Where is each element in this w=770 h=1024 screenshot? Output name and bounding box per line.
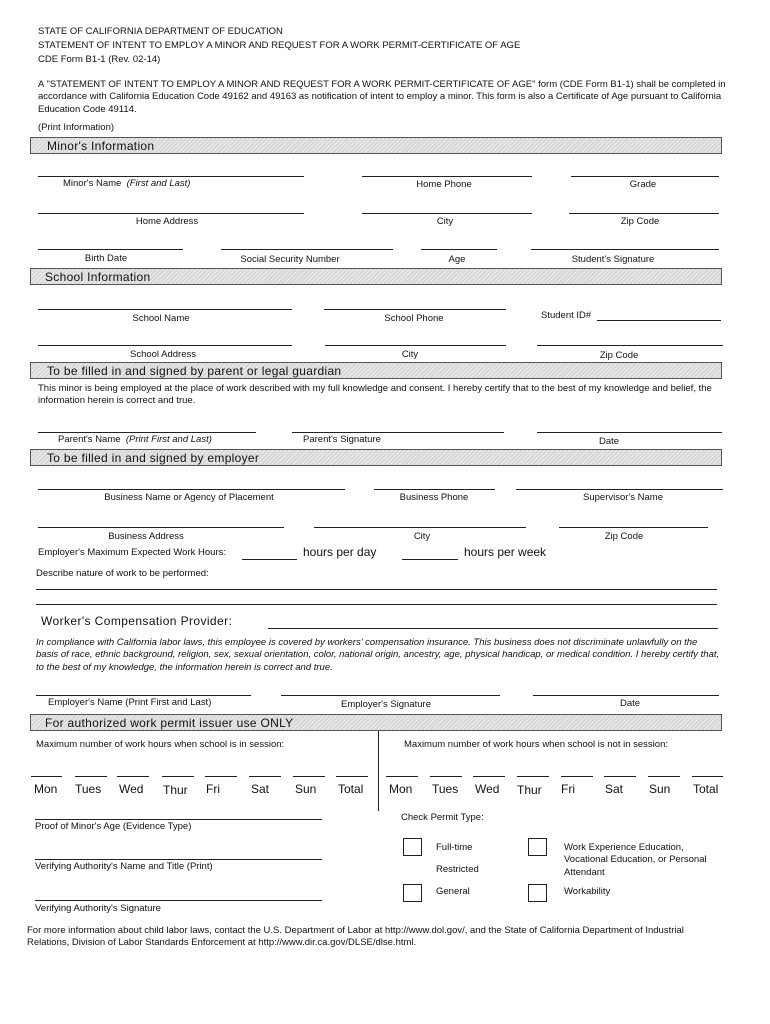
hours-per-day-field[interactable]: [242, 559, 297, 560]
age-field[interactable]: [421, 249, 497, 250]
workability-checkbox[interactable]: [528, 884, 547, 902]
in-session-sun-field[interactable]: [293, 776, 325, 777]
grade-label: Grade: [629, 179, 657, 190]
business-city-label: City: [413, 531, 431, 542]
work-description-line-2[interactable]: [36, 604, 717, 605]
workers-comp-provider-field[interactable]: [268, 628, 718, 629]
out-session-total-field[interactable]: [692, 776, 723, 777]
school-address-field[interactable]: [38, 345, 292, 346]
age-label: Age: [448, 254, 466, 265]
section-minor-info: [30, 137, 722, 154]
home-address-field[interactable]: [38, 213, 304, 214]
ssn-label: Social Security Number: [240, 254, 340, 265]
business-address-label: Business Address: [108, 531, 184, 542]
describe-work-label: Describe nature of work to be performed:: [36, 568, 209, 579]
business-name-label: Business Name or Agency of Placement: [104, 492, 274, 503]
home-phone-label: Home Phone: [416, 179, 472, 190]
parent-name-field[interactable]: [38, 432, 256, 433]
in-session-day-label: Wed: [119, 782, 144, 796]
school-name-field[interactable]: [38, 309, 292, 310]
form-number: CDE Form B1-1 (Rev. 02-14): [38, 54, 161, 65]
workability-label: Workability: [564, 886, 611, 897]
in-session-day-label: Sun: [295, 782, 317, 796]
issuer-divider: [378, 731, 379, 811]
business-zip-label: Zip Code: [604, 531, 644, 542]
city-field[interactable]: [362, 213, 532, 214]
workers-comp-statement: In compliance with California labor laws, this employee is covered by workers' compensation insurance. This business does not discriminate unlawfully on the basis of race, ethnic background, religion, sex, sexual orientation, color, national origin, ancestry, age, physical handicap, or medical condition. I hereby certify that, to the best of my knowledge, the information herein is correct and true.: [36, 637, 720, 673]
work-experience-checkbox[interactable]: [528, 838, 547, 856]
max-in-session-label: Maximum number of work hours when school is in session:: [36, 739, 285, 750]
parent-date-label: Date: [598, 436, 620, 447]
zip-field[interactable]: [569, 213, 719, 214]
school-phone-label: School Phone: [384, 313, 444, 324]
out-session-day-label: Tues: [432, 782, 459, 796]
out-session-mon-field[interactable]: [386, 776, 418, 777]
proof-of-age-label: Proof of Minor's Age (Evidence Type): [35, 821, 192, 832]
birth-date-field[interactable]: [38, 249, 183, 250]
section-issuer: [30, 714, 722, 731]
general-checkbox[interactable]: [403, 884, 422, 902]
employer-name-label: Employer's Name (Print First and Last): [48, 697, 212, 708]
parent-date-field[interactable]: [537, 432, 722, 433]
max-hours-label: Employer's Maximum Expected Work Hours:: [38, 547, 226, 558]
zip-label: Zip Code: [620, 216, 660, 227]
section-title: Minor's Information: [47, 139, 155, 153]
minor-name-label: Minor's Name (First and Last): [63, 178, 191, 189]
birth-date-label: Birth Date: [84, 253, 128, 264]
school-zip-label: Zip Code: [599, 350, 639, 361]
grade-field[interactable]: [571, 176, 719, 177]
full-time-label: Full-time: [436, 842, 473, 853]
employer-date-label: Date: [619, 698, 641, 709]
business-zip-field[interactable]: [559, 527, 708, 528]
out-session-day-label: Mon: [389, 782, 413, 796]
student-signature-label: Student's Signature: [571, 254, 655, 265]
out-session-thur-field[interactable]: [517, 776, 549, 777]
in-session-sat-field[interactable]: [249, 776, 281, 777]
section-title: To be filled in and signed by parent or legal guardian: [47, 364, 342, 378]
section-title: For authorized work permit issuer use ONLY: [45, 716, 294, 730]
employer-signature-label: Employer's Signature: [341, 699, 431, 710]
parent-consent-statement: This minor is being employed at the place of work described with my full knowledge and consent. I hereby certify that to the best of my knowledge and belief, the information herein is correct and true.: [38, 383, 712, 407]
full-time-checkbox[interactable]: [403, 838, 422, 856]
out-session-day-label: Wed: [475, 782, 500, 796]
school-zip-field[interactable]: [537, 345, 723, 346]
business-address-field[interactable]: [38, 527, 284, 528]
hours-per-day-label: hours per day: [303, 545, 377, 559]
section-parent: [30, 362, 722, 379]
school-name-label: School Name: [132, 313, 190, 324]
restricted-label: Restricted: [436, 864, 479, 875]
check-permit-type-label: Check Permit Type:: [401, 812, 484, 823]
footer-note: For more information about child labor laws, contact the U.S. Department of Labor at http://www.dol.gov/, and the State of California Department of Industrial Relations, Division of Labor Standards Enforcement at http://www.dir.ca.gov/DLSE/dlse.html.: [27, 925, 684, 949]
school-city-label: City: [401, 349, 419, 360]
student-id-label: Student ID#: [541, 310, 592, 321]
school-city-field[interactable]: [325, 345, 506, 346]
form-title: STATEMENT OF INTENT TO EMPLOY A MINOR AND REQUEST FOR A WORK PERMIT-CERTIFICATE OF AGE: [38, 40, 521, 51]
business-city-field[interactable]: [314, 527, 526, 528]
parent-name-label: Parent's Name (Print First and Last): [58, 434, 212, 445]
verifying-name-field[interactable]: [35, 859, 322, 860]
general-label: General: [436, 886, 470, 897]
print-information-note: (Print Information): [38, 122, 115, 133]
supervisor-name-field[interactable]: [516, 489, 723, 490]
section-school-info: [30, 268, 722, 285]
out-session-wed-field[interactable]: [473, 776, 505, 777]
parent-signature-field[interactable]: [292, 432, 504, 433]
out-session-sat-field[interactable]: [604, 776, 636, 777]
verifying-signature-field[interactable]: [35, 900, 322, 901]
minor-name-field[interactable]: [38, 176, 304, 177]
in-session-day-label: Sat: [251, 782, 270, 796]
parent-signature-label: Parent's Signature: [303, 434, 381, 445]
proof-of-age-field[interactable]: [35, 819, 322, 820]
in-session-tues-field[interactable]: [75, 776, 107, 777]
employer-signature-field[interactable]: [281, 695, 500, 696]
verifying-name-label: Verifying Authority's Name and Title (Print): [35, 861, 213, 872]
in-session-day-label: Thur: [163, 783, 188, 797]
out-session-fri-field[interactable]: [561, 776, 593, 777]
in-session-mon-field[interactable]: [31, 776, 62, 777]
work-description-line-1[interactable]: [36, 589, 717, 590]
home-address-label: Home Address: [135, 216, 199, 227]
workers-comp-title: Worker's Compensation Provider:: [41, 614, 233, 628]
work-experience-label: Work Experience Education, Vocational Education, or Personal Attendant: [564, 842, 707, 878]
intro-paragraph: A "STATEMENT OF INTENT TO EMPLOY A MINOR AND REQUEST FOR A WORK PERMIT-CERTIFICATE OF AGE" form (CDE Form B1-1) shall be completed in accordance with California Education Code 49162 and 49163 as notification of intent to employ a minor. This form is also a Certificate of Age pursuant to California Education Code 49114.: [38, 79, 726, 115]
in-session-day-label: Total: [338, 782, 364, 796]
business-phone-field[interactable]: [374, 489, 495, 490]
out-session-day-label: Thur: [517, 783, 542, 797]
section-employer: [30, 449, 722, 466]
in-session-day-label: Fri: [206, 782, 220, 796]
student-signature-field[interactable]: [531, 249, 719, 250]
out-session-day-label: Total: [693, 782, 719, 796]
hours-per-week-field[interactable]: [402, 559, 458, 560]
out-session-tues-field[interactable]: [430, 776, 462, 777]
home-phone-field[interactable]: [362, 176, 532, 177]
supervisor-name-label: Supervisor's Name: [583, 492, 663, 503]
out-session-day-label: Sun: [649, 782, 671, 796]
hours-per-week-label: hours per week: [464, 545, 547, 559]
employer-name-field[interactable]: [36, 695, 251, 696]
city-label: City: [436, 216, 454, 227]
student-id-field[interactable]: [597, 320, 721, 321]
out-session-day-label: Sat: [605, 782, 624, 796]
in-session-wed-field[interactable]: [117, 776, 149, 777]
in-session-day-label: Mon: [34, 782, 58, 796]
max-not-in-session-label: Maximum number of work hours when school is not in session:: [404, 739, 669, 750]
out-session-day-label: Fri: [561, 782, 575, 796]
school-address-label: School Address: [129, 349, 197, 360]
business-phone-label: Business Phone: [399, 492, 469, 503]
section-title: To be filled in and signed by employer: [47, 451, 260, 465]
in-session-fri-field[interactable]: [205, 776, 237, 777]
agency-title: STATE OF CALIFORNIA DEPARTMENT OF EDUCATION: [38, 26, 283, 37]
school-phone-field[interactable]: [324, 309, 506, 310]
ssn-field[interactable]: [221, 249, 393, 250]
employer-date-field[interactable]: [533, 695, 719, 696]
out-session-sun-field[interactable]: [648, 776, 680, 777]
section-title: School Information: [45, 270, 151, 284]
verifying-signature-label: Verifying Authority's Signature: [35, 903, 161, 914]
in-session-thur-field[interactable]: [162, 776, 194, 777]
business-name-field[interactable]: [38, 489, 345, 490]
in-session-total-field[interactable]: [336, 776, 368, 777]
in-session-day-label: Tues: [75, 782, 102, 796]
